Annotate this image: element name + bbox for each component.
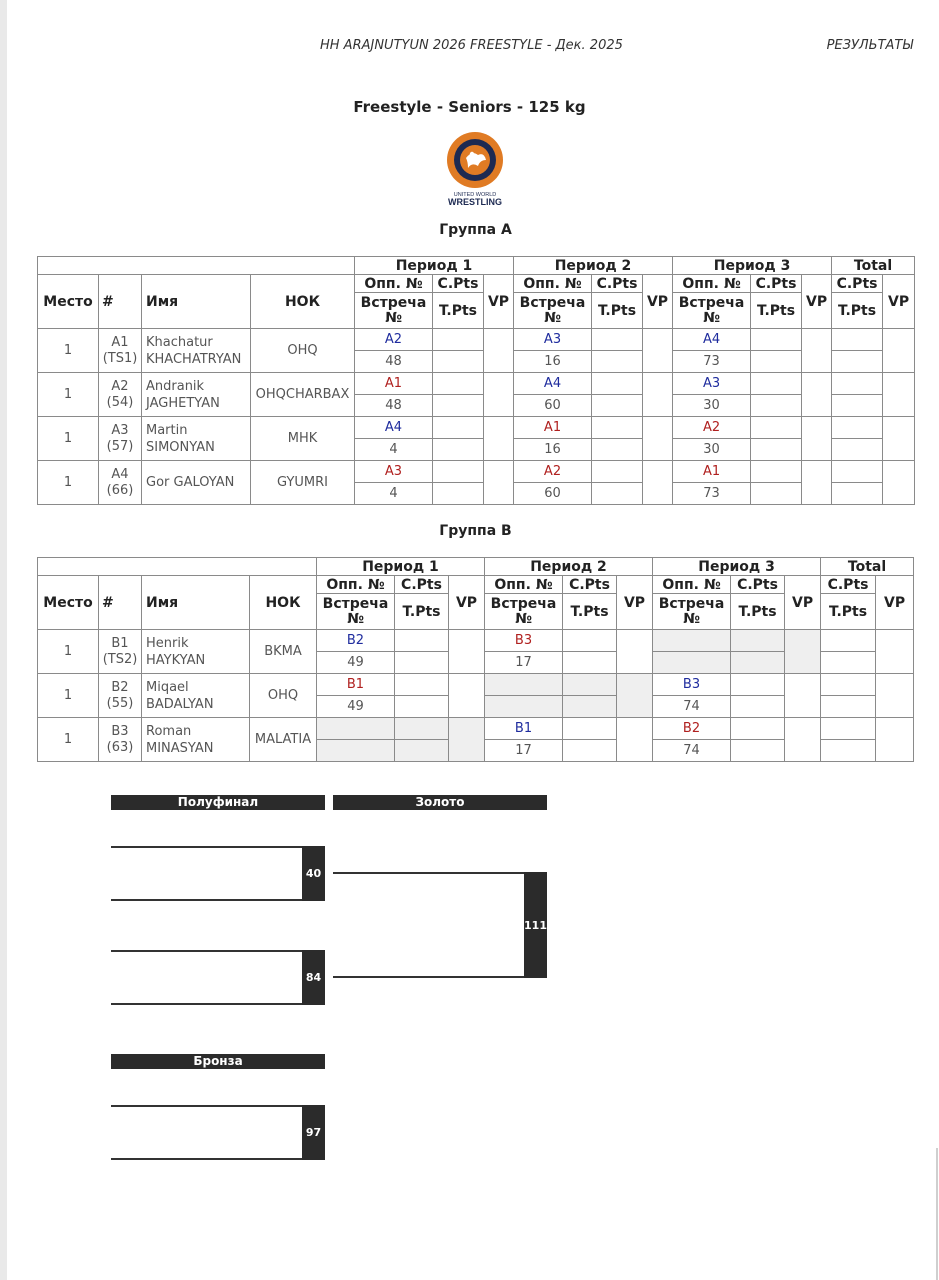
- number-header: #: [99, 576, 142, 630]
- place-cell: 1: [38, 718, 99, 762]
- match-number-cell: [485, 696, 563, 718]
- match-header: Встреча №: [355, 293, 433, 329]
- table-row: [38, 461, 915, 483]
- cpts-cell: [731, 718, 785, 740]
- wrestler-first-name: Roman: [146, 723, 192, 739]
- opponent-cell: A2: [355, 329, 433, 351]
- cpts-header: C.Pts: [563, 576, 617, 594]
- vp-cell: [617, 674, 653, 718]
- cpts-cell: [751, 373, 802, 395]
- wrestler-name-cell: [142, 718, 250, 762]
- vp-cell: [449, 630, 485, 674]
- period3-header: Период 3: [653, 558, 821, 576]
- cpts-header: C.Pts: [395, 576, 449, 594]
- place-cell: 1: [38, 417, 99, 461]
- wrestler-first-name: Miqael: [146, 679, 189, 695]
- vp-header: VP: [876, 576, 914, 630]
- tpts-cell: [592, 395, 643, 417]
- match-number-cell: [653, 652, 731, 674]
- match-number-cell: 30: [673, 395, 751, 417]
- match-number-cell: 74: [653, 696, 731, 718]
- opponent-cell: B1: [485, 718, 563, 740]
- opp-header: Опп. №: [485, 576, 563, 594]
- group-a-table: [37, 256, 915, 505]
- gold-match-box[interactable]: 111: [524, 872, 547, 978]
- opponent-cell: [653, 630, 731, 652]
- wrestler-first-name: Martin: [146, 422, 188, 438]
- total-vp-cell: [883, 373, 915, 417]
- tpts-header: T.Pts: [433, 293, 484, 329]
- opponent-cell: B2: [653, 718, 731, 740]
- total-cpts-cell: [821, 630, 876, 652]
- total-cpts-cell: [821, 718, 876, 740]
- semi1-match-box[interactable]: 40: [302, 846, 325, 901]
- vp-header: VP: [883, 275, 915, 329]
- match-number-cell: 16: [514, 351, 592, 373]
- total-cpts-cell: [832, 417, 883, 439]
- opp-header: Опп. №: [653, 576, 731, 594]
- vp-cell: [643, 417, 673, 461]
- gold-bottom-line: [333, 976, 525, 978]
- place-header: Место: [38, 275, 99, 329]
- tpts-cell: [592, 483, 643, 505]
- cpts-cell: [433, 417, 484, 439]
- header-blank: [38, 257, 355, 275]
- bronze-bottom-line: [111, 1158, 303, 1160]
- wrestler-id: B1: [111, 635, 129, 651]
- bronze-match-box[interactable]: 97: [302, 1105, 325, 1160]
- cpts-cell: [731, 630, 785, 652]
- wrestler-number-cell: [99, 329, 142, 373]
- wrestler-last-name: KHACHATRYAN: [146, 351, 242, 367]
- opponent-cell: B3: [653, 674, 731, 696]
- wrestler-first-name: Henrik: [146, 635, 189, 651]
- vp-cell: [484, 461, 514, 505]
- noc-cell: OHQ: [251, 329, 355, 373]
- opp-header: Опп. №: [355, 275, 433, 293]
- vp-cell: [643, 373, 673, 417]
- match-number-cell: 16: [514, 439, 592, 461]
- page-edge-mark: [936, 1148, 938, 1280]
- table-row: [38, 417, 915, 439]
- total-tpts-cell: [821, 740, 876, 762]
- wrestler-name-cell: [142, 373, 251, 417]
- tpts-cell: [433, 439, 484, 461]
- tpts-cell: [433, 483, 484, 505]
- vp-cell: [785, 718, 821, 762]
- vp-cell: [802, 461, 832, 505]
- wrestler-seed: (TS2): [102, 651, 138, 667]
- period2-header: Период 2: [485, 558, 653, 576]
- total-vp-cell: [883, 329, 915, 373]
- cpts-cell: [592, 373, 643, 395]
- vp-cell: [802, 417, 832, 461]
- header-blank: [38, 558, 317, 576]
- semi2-bottom-line: [111, 1003, 303, 1005]
- period1-header: Период 1: [317, 558, 485, 576]
- opponent-cell: [317, 718, 395, 740]
- opponent-cell: A2: [514, 461, 592, 483]
- place-header: Место: [38, 576, 99, 630]
- vp-cell: [802, 373, 832, 417]
- cpts-cell: [433, 329, 484, 351]
- wrestler-last-name: HAYKYAN: [146, 652, 206, 668]
- wrestler-id: A3: [111, 422, 129, 438]
- opponent-cell: A1: [514, 417, 592, 439]
- vp-cell: [643, 329, 673, 373]
- cpts-cell: [395, 630, 449, 652]
- gold-top-line: [333, 872, 525, 874]
- wrestler-first-name: Khachatur: [146, 334, 213, 350]
- tpts-header: T.Pts: [731, 594, 785, 630]
- tpts-cell: [751, 439, 802, 461]
- tpts-cell: [731, 652, 785, 674]
- logo-line2: WRESTLING: [448, 197, 502, 207]
- tpts-cell: [563, 740, 617, 762]
- vp-cell: [785, 630, 821, 674]
- event-name: HH ARAJNUTYUN 2026 FREESTYLE - Дек. 2025: [320, 38, 623, 53]
- cpts-cell: [395, 674, 449, 696]
- gold-label: Золото: [333, 795, 547, 810]
- total-tpts-cell: [821, 652, 876, 674]
- semi2-top-line: [111, 950, 303, 952]
- match-number-cell: [317, 740, 395, 762]
- noc-cell: GYUMRI: [251, 461, 355, 505]
- cpts-header: C.Pts: [433, 275, 484, 293]
- tpts-header: T.Pts: [751, 293, 802, 329]
- name-header: Имя: [142, 275, 251, 329]
- opponent-cell: B1: [317, 674, 395, 696]
- total-tpts-cell: [832, 439, 883, 461]
- number-header: #: [99, 275, 142, 329]
- total-vp-cell: [876, 674, 914, 718]
- group-b-title: Группа B: [439, 523, 512, 539]
- logo-line1: UNITED WORLD: [453, 192, 497, 198]
- vp-header: VP: [449, 576, 485, 630]
- match-header: Встреча №: [485, 594, 563, 630]
- cpts-cell: [751, 329, 802, 351]
- wrestler-last-name: MINASYAN: [146, 740, 214, 756]
- cpts-header: C.Pts: [592, 275, 643, 293]
- vp-cell: [785, 674, 821, 718]
- tpts-cell: [592, 439, 643, 461]
- match-number-cell: 4: [355, 483, 433, 505]
- total-vp-cell: [883, 461, 915, 505]
- vp-cell: [484, 329, 514, 373]
- cpts-cell: [592, 329, 643, 351]
- wrestler-name-cell: [142, 630, 250, 674]
- semifinal-label: Полуфинал: [111, 795, 325, 810]
- wrestler-name-cell: [142, 674, 250, 718]
- opponent-cell: A4: [673, 329, 751, 351]
- tpts-cell: [731, 696, 785, 718]
- match-number-cell: 49: [317, 696, 395, 718]
- cpts-cell: [433, 373, 484, 395]
- cpts-header: C.Pts: [821, 576, 876, 594]
- total-tpts-cell: [832, 483, 883, 505]
- opponent-cell: A3: [673, 373, 751, 395]
- wrestler-last-name: BADALYAN: [146, 696, 214, 712]
- match-number-cell: 49: [317, 652, 395, 674]
- wrestler-last-name: JAGHETYAN: [146, 395, 220, 411]
- cpts-cell: [563, 630, 617, 652]
- table-row: [38, 329, 915, 351]
- total-tpts-cell: [832, 395, 883, 417]
- place-cell: 1: [38, 373, 99, 417]
- table-row: [38, 718, 914, 740]
- total-vp-cell: [876, 718, 914, 762]
- match-number-cell: 73: [673, 351, 751, 373]
- cpts-cell: [731, 674, 785, 696]
- vp-cell: [484, 373, 514, 417]
- total-tpts-cell: [832, 351, 883, 373]
- vp-cell: [802, 329, 832, 373]
- weight-category-title: Freestyle - Seniors - 125 kg: [353, 98, 586, 116]
- cpts-cell: [563, 718, 617, 740]
- wrestler-name-cell: [142, 417, 251, 461]
- vp-cell: [617, 718, 653, 762]
- match-header: Встреча №: [514, 293, 592, 329]
- opp-header: Опп. №: [673, 275, 751, 293]
- wrestler-id: A1: [111, 334, 129, 350]
- vp-cell: [643, 461, 673, 505]
- name-header: Имя: [142, 576, 250, 630]
- match-number-cell: 74: [653, 740, 731, 762]
- place-cell: 1: [38, 630, 99, 674]
- uww-logo: [442, 130, 508, 210]
- vp-header: VP: [617, 576, 653, 630]
- tpts-cell: [731, 740, 785, 762]
- noc-cell: MHK: [251, 417, 355, 461]
- table-row: [38, 373, 915, 395]
- cpts-header: C.Pts: [832, 275, 883, 293]
- group-b-table: [37, 557, 914, 762]
- wrestler-number-cell: [99, 674, 142, 718]
- noc-cell: OHQCHARBAX: [251, 373, 355, 417]
- tpts-cell: [433, 395, 484, 417]
- wrestler-seed: (54): [106, 394, 134, 410]
- total-cpts-cell: [832, 461, 883, 483]
- match-number-cell: 48: [355, 395, 433, 417]
- opponent-cell: A3: [514, 329, 592, 351]
- wrestler-id: A2: [111, 378, 129, 394]
- total-cpts-cell: [832, 329, 883, 351]
- match-header: Встреча №: [673, 293, 751, 329]
- semi2-match-box[interactable]: 84: [302, 950, 325, 1005]
- total-header: Total: [832, 257, 915, 275]
- semi1-bottom-line: [111, 899, 303, 901]
- cpts-cell: [563, 674, 617, 696]
- cpts-cell: [395, 718, 449, 740]
- vp-cell: [449, 718, 485, 762]
- place-cell: 1: [38, 674, 99, 718]
- period3-header: Период 3: [673, 257, 832, 275]
- opponent-cell: A4: [355, 417, 433, 439]
- opponent-cell: A2: [673, 417, 751, 439]
- vp-cell: [484, 417, 514, 461]
- place-cell: 1: [38, 461, 99, 505]
- tpts-cell: [563, 696, 617, 718]
- bronze-label: Бронза: [111, 1054, 325, 1069]
- match-number-cell: 60: [514, 395, 592, 417]
- tpts-header: T.Pts: [563, 594, 617, 630]
- wrestler-seed: (57): [106, 438, 134, 454]
- tpts-cell: [433, 351, 484, 373]
- match-number-cell: 73: [673, 483, 751, 505]
- total-tpts-cell: [821, 696, 876, 718]
- tpts-cell: [592, 351, 643, 373]
- vp-header: VP: [643, 275, 673, 329]
- wrestler-seed: (TS1): [102, 350, 138, 366]
- match-number-cell: 30: [673, 439, 751, 461]
- place-cell: 1: [38, 329, 99, 373]
- wrestler-number-cell: [99, 630, 142, 674]
- total-vp-cell: [876, 630, 914, 674]
- opponent-cell: A4: [514, 373, 592, 395]
- opponent-cell: A3: [355, 461, 433, 483]
- wrestler-number-cell: [99, 718, 142, 762]
- noc-cell: MALATIA: [250, 718, 317, 762]
- wrestler-name-cell: [142, 461, 251, 505]
- wrestler-name-cell: [142, 329, 251, 373]
- wrestler-id: B2: [111, 679, 129, 695]
- wrestler-seed: (66): [106, 482, 134, 498]
- tpts-header: T.Pts: [592, 293, 643, 329]
- cpts-cell: [751, 461, 802, 483]
- cpts-header: C.Pts: [751, 275, 802, 293]
- section-label: РЕЗУЛЬТАТЫ: [826, 38, 913, 53]
- semi1-top-line: [111, 846, 303, 848]
- match-header: Встреча №: [317, 594, 395, 630]
- match-number-cell: 17: [485, 652, 563, 674]
- wrestler-seed: (63): [106, 739, 134, 755]
- table-row: [38, 674, 914, 696]
- wrestler-id: B3: [111, 723, 129, 739]
- wrestler-seed: (55): [106, 695, 134, 711]
- cpts-cell: [592, 461, 643, 483]
- opponent-cell: B3: [485, 630, 563, 652]
- period1-header: Период 1: [355, 257, 514, 275]
- period2-header: Период 2: [514, 257, 673, 275]
- total-vp-cell: [883, 417, 915, 461]
- noc-cell: OHQ: [250, 674, 317, 718]
- match-number-cell: 60: [514, 483, 592, 505]
- noc-header: НОК: [250, 576, 317, 630]
- match-number-cell: 4: [355, 439, 433, 461]
- total-header: Total: [821, 558, 914, 576]
- opponent-cell: B2: [317, 630, 395, 652]
- tpts-cell: [751, 351, 802, 373]
- wrestler-number-cell: [99, 417, 142, 461]
- tpts-header: T.Pts: [395, 594, 449, 630]
- tpts-cell: [751, 395, 802, 417]
- tpts-cell: [395, 740, 449, 762]
- opponent-cell: A1: [355, 373, 433, 395]
- vp-cell: [449, 674, 485, 718]
- tpts-cell: [751, 483, 802, 505]
- opp-header: Опп. №: [317, 576, 395, 594]
- page-header: [0, 38, 939, 56]
- wrestler-first-name: Andranik: [146, 378, 205, 394]
- vp-cell: [617, 630, 653, 674]
- wrestler-number-cell: [99, 461, 142, 505]
- cpts-cell: [433, 461, 484, 483]
- table-row: [38, 630, 914, 652]
- bronze-top-line: [111, 1105, 303, 1107]
- vp-header: VP: [484, 275, 514, 329]
- opponent-cell: [485, 674, 563, 696]
- tpts-cell: [395, 696, 449, 718]
- wrestler-last-name: SIMONYAN: [146, 439, 215, 455]
- cpts-cell: [751, 417, 802, 439]
- vp-header: VP: [785, 576, 821, 630]
- page-edge-shade: [0, 0, 7, 1280]
- total-cpts-cell: [832, 373, 883, 395]
- match-number-cell: 48: [355, 351, 433, 373]
- cpts-cell: [592, 417, 643, 439]
- tpts-header: T.Pts: [821, 594, 876, 630]
- opponent-cell: A1: [673, 461, 751, 483]
- match-header: Встреча №: [653, 594, 731, 630]
- noc-cell: BKMA: [250, 630, 317, 674]
- wrestler-first-name: Gor GALOYAN: [146, 475, 235, 490]
- group-a-title: Группа A: [439, 222, 512, 238]
- tpts-cell: [563, 652, 617, 674]
- tpts-cell: [395, 652, 449, 674]
- opp-header: Опп. №: [514, 275, 592, 293]
- vp-header: VP: [802, 275, 832, 329]
- match-number-cell: 17: [485, 740, 563, 762]
- noc-header: НОК: [251, 275, 355, 329]
- wrestler-number-cell: [99, 373, 142, 417]
- cpts-header: C.Pts: [731, 576, 785, 594]
- tpts-header: T.Pts: [832, 293, 883, 329]
- total-cpts-cell: [821, 674, 876, 696]
- wrestler-id: A4: [111, 466, 129, 482]
